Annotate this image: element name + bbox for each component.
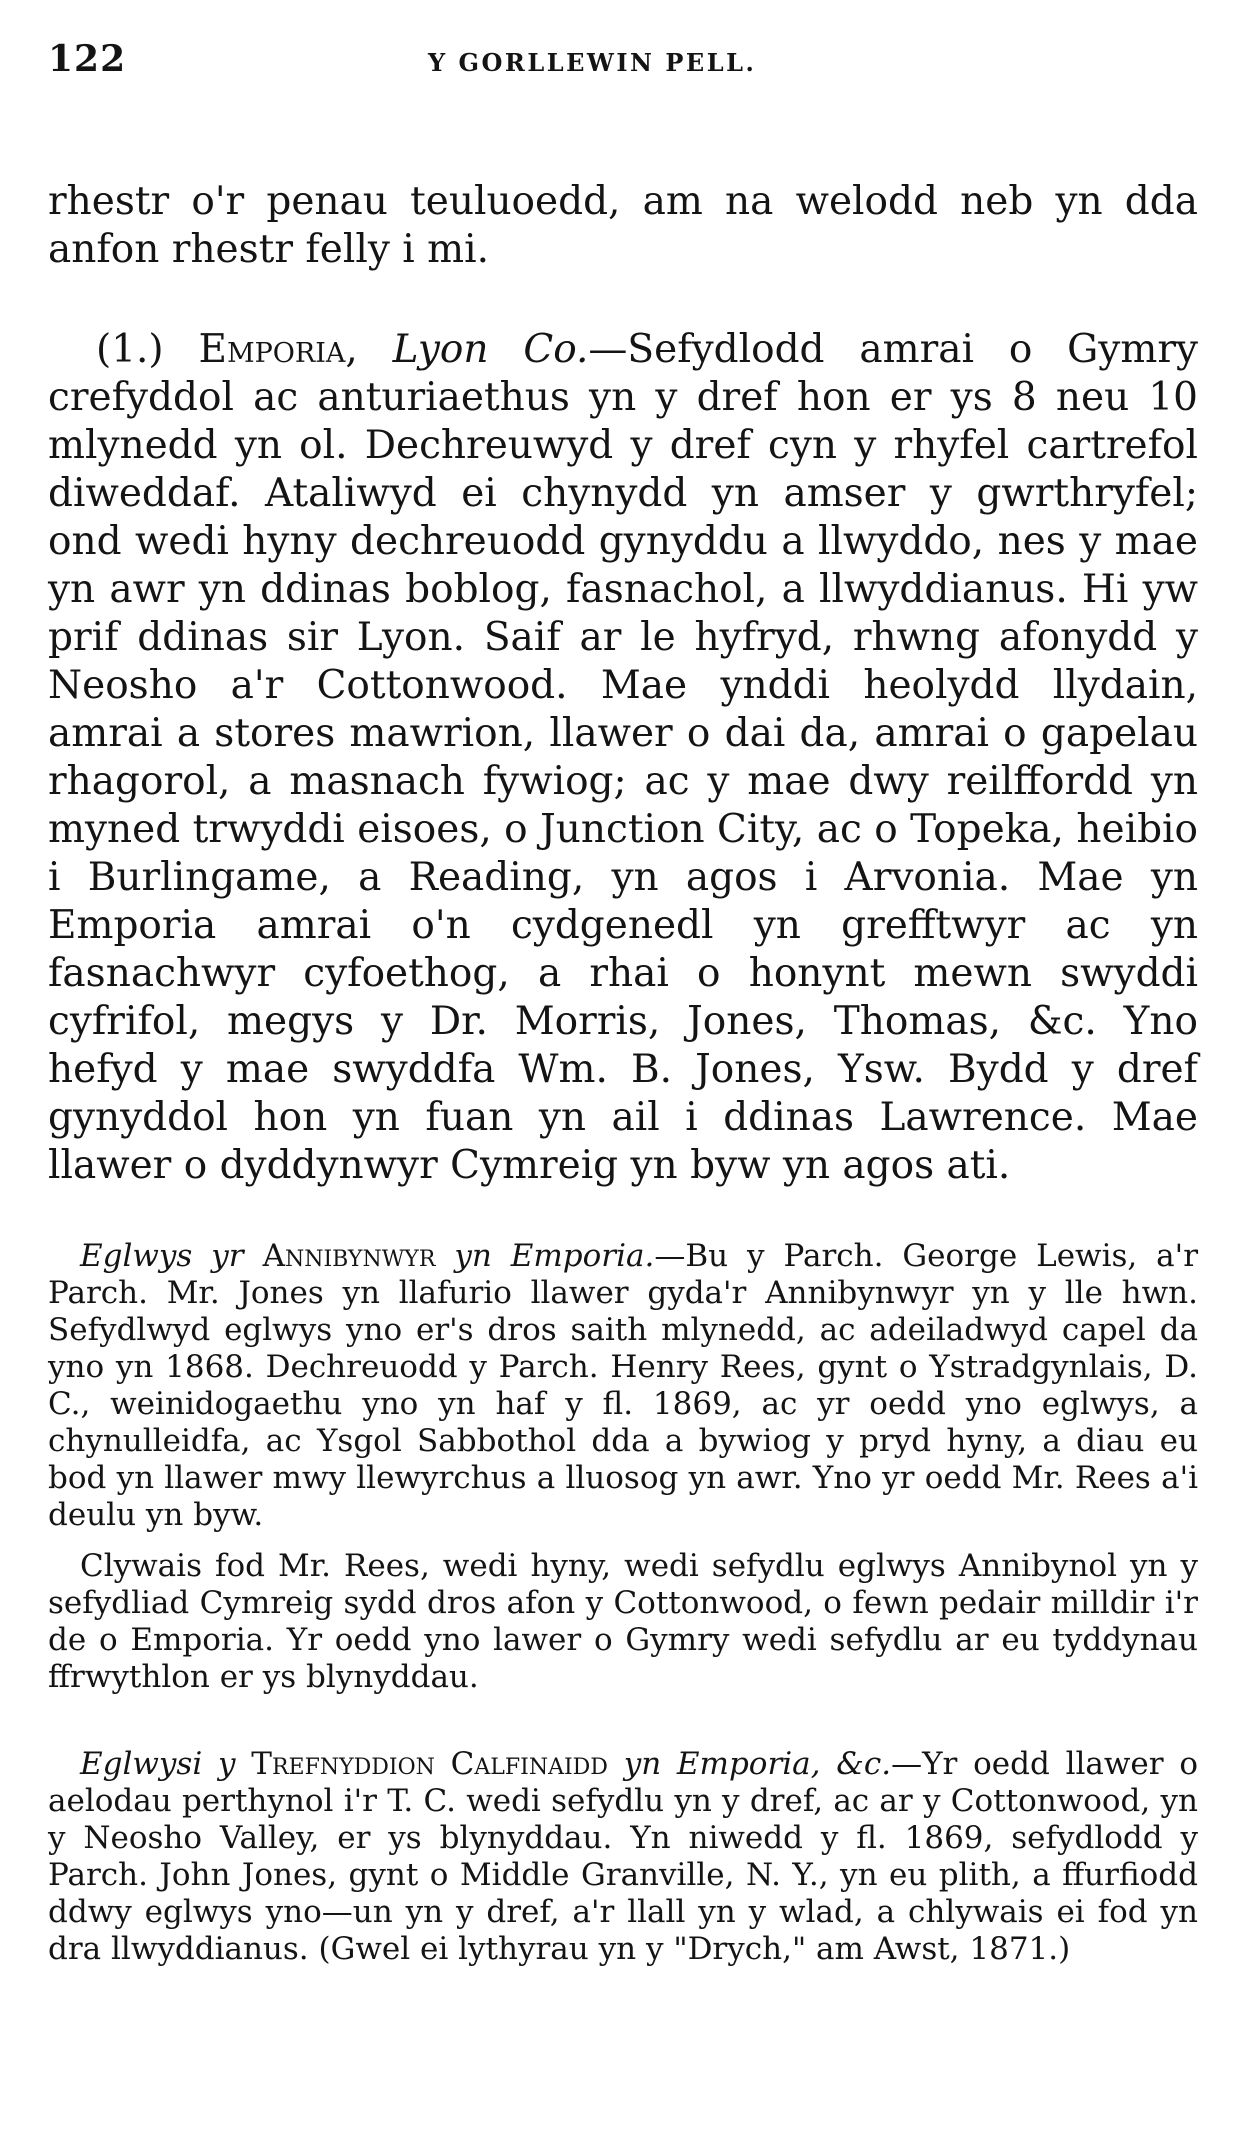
section-number: (1.): [96, 327, 164, 372]
annibynwyr-text: —Bu y Parch. George Lewis, a'r Parch. Mr. Jones yn llafurio llawer gyda'r Annibynwyr yn y lle hwn. Sefydlwyd eglwys yno er's dros saith mlynedd, ac adeiladwyd capel da yno yn 1868. Dechreuodd y Parch. Henry Rees, gynt o Ystradgynlais, D. C., weinidogaethu yno yn haf y fl. 1869, ac yr oedd yno eglwys, a chynulleidfa, ac Ysgol Sabbothol dda a bywiog y pryd hyny, a diau eu bod yn llawer mwy llewyrchus a lluosog yn awr. Yno yr oedd Mr. Rees a'i deulu yn byw.: [48, 1238, 1199, 1533]
annibynwyr-paragraph: [48, 1238, 1198, 1534]
section-county: Lyon Co.: [392, 327, 589, 372]
annibynwyr-second-paragraph: [48, 1548, 1198, 1696]
trefnyddion-label-caps: Trefnyddion Calfinaidd: [251, 1746, 608, 1782]
annibynwyr-label-post: yn Emporia.: [454, 1238, 655, 1274]
trefnyddion-label-post: yn Emporia, &c.: [623, 1746, 892, 1782]
opening-paragraph: [48, 178, 1198, 274]
trefnyddion-label-pre: Eglwysi y: [80, 1746, 236, 1782]
running-head: [48, 38, 1198, 108]
book-page: [48, 38, 1198, 1968]
annibynwyr-label-pre: Eglwys yr: [80, 1238, 244, 1274]
opening-text: rhestr o'r penau teuluoedd, am na welodd neb yn dda anfon rhestr felly i mi.: [48, 179, 1198, 272]
emporia-paragraph: [48, 326, 1198, 1190]
emporia-text: —Sefydlodd amrai o Gymry crefyddol ac anturiaethus yn y dref hon er ys 8 neu 10 mlynedd yn ol. Dechreuwyd y dref cyn y rhyfel cartrefol diweddaf. Ataliwyd ei chynydd yn amser y gwrthryfel; ond wedi hyny dechreuodd gynyddu a llwyddo, nes y mae yn awr yn ddinas boblog, fasnachol, a llwyddianus. Hi yw prif ddinas sir Lyon. Saif ar le hyfryd, rhwng afonydd y Neosho a'r Cottonwood. Mae ynddi heolydd llydain, amrai a stores mawrion, llawer o dai da, amrai o gapelau rhagorol, a masnach fywiog; ac y mae dwy reilffordd yn myned trwyddi eisoes, o Junction City, ac o Topeka, heibio i Burlingame, a Reading, yn agos i Arvonia. Mae yn Emporia amrai o'n cydgenedl yn grefftwyr ac yn fasnachwyr cyfoethog, a rhai o honynt mewn swyddi cyfrifol, megys y Dr. Morris, Jones, Thomas, &c. Yno hefyd y mae swyddfa Wm. B. Jones, Ysw. Bydd y dref gynyddol hon yn fuan yn ail i ddinas Lawrence. Mae llawer o dyddynwyr Cymreig yn byw yn agos ati.: [48, 327, 1198, 1188]
trefnyddion-paragraph: [48, 1746, 1198, 1968]
annibynwyr-second-text: Clywais fod Mr. Rees, wedi hyny, wedi sefydlu eglwys Annibynol yn y sefydliad Cymreig sydd dros afon y Cottonwood, o fewn pedair milldir i'r de o Emporia. Yr oedd yno lawer o Gymry wedi sefydlu ar eu tyddynau ffrwythlon er ys blynyddau.: [48, 1548, 1198, 1695]
section-place: Emporia,: [198, 327, 358, 372]
page-number: 122: [48, 38, 127, 80]
trefnyddion-text: —Yr oedd llawer o aelodau perthynol i'r T. C. wedi sefydlu yn y dref, ac ar y Cottonwood, yn y Neosho Valley, er ys blynyddau. Yn niwedd y fl. 1869, sefydlodd y Parch. John Jones, gynt o Middle Granville, N. Y., yn eu plith, a ffurfiodd ddwy eglwys yno—un yn y dref, a'r llall yn y wlad, a chlywais ei fod yn dra llwyddianus. (Gwel ei lythyrau yn y "Drych," am Awst, 1871.): [48, 1746, 1199, 1967]
running-title: Y GORLLEWIN PELL.: [428, 48, 757, 77]
annibynwyr-label-caps: Annibynwyr: [262, 1238, 436, 1274]
